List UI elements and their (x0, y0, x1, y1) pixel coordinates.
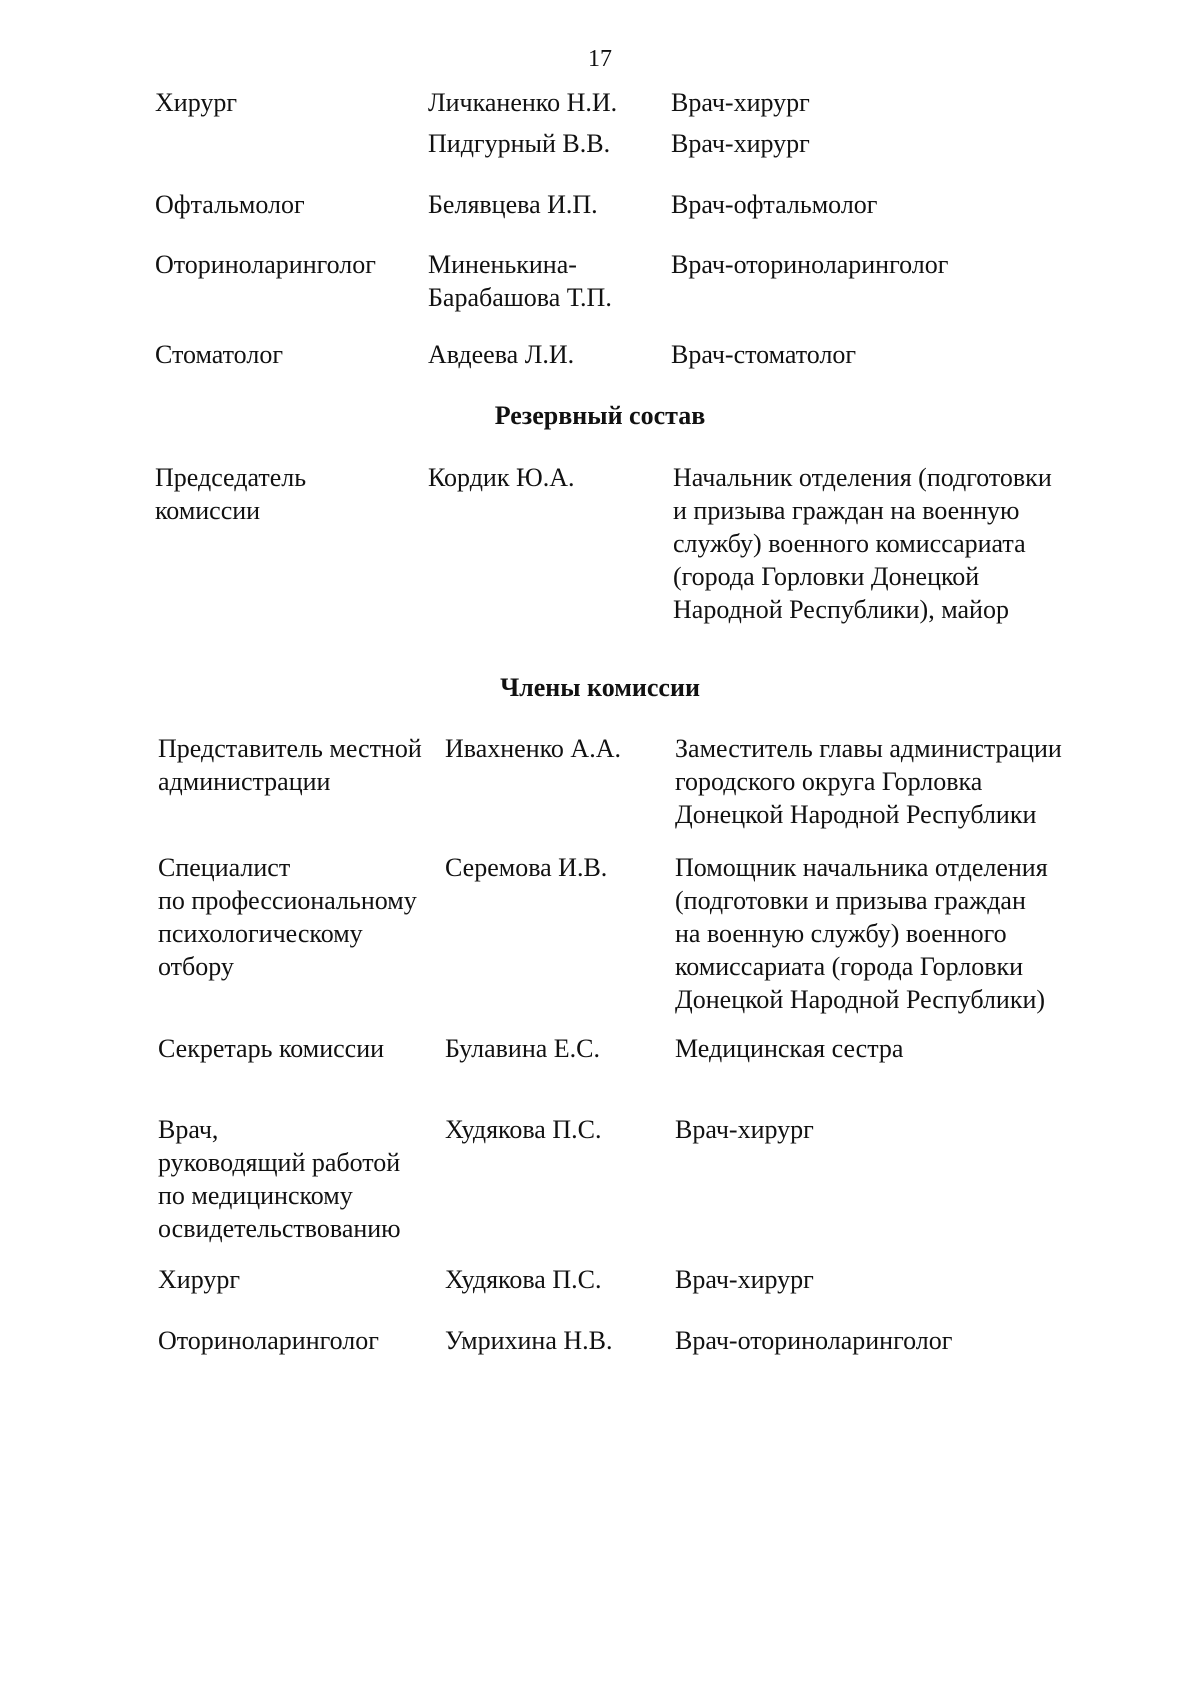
position-cell (675, 1032, 903, 1065)
position-cell (671, 338, 856, 371)
section-heading-reserve: Резервный состав (494, 401, 706, 430)
name-cell (445, 732, 621, 765)
position-cell (675, 851, 1048, 1016)
position-cell (671, 127, 810, 160)
role-line: освидетельствованию (158, 1214, 401, 1243)
name-line: Худякова П.С. (445, 1265, 602, 1294)
name-line: Булавина Е.С. (445, 1034, 601, 1063)
name-cell (428, 188, 598, 221)
name-line: Пидгурный В.В. (428, 129, 611, 158)
name-line: Умрихина Н.В. (445, 1326, 613, 1355)
position-line: комиссариата (города Горловки (675, 952, 1024, 981)
role-line: руководящий работой (158, 1148, 401, 1177)
position-cell (675, 732, 1062, 831)
name-cell (428, 86, 617, 119)
role-line: Хирург (158, 1265, 241, 1294)
position-line: Заместитель главы администрации (675, 734, 1062, 763)
role-line: Секретарь комиссии (158, 1034, 385, 1063)
position-line: Врач-хирург (675, 1265, 814, 1294)
position-line: городского округа Горловка (675, 767, 983, 796)
role-line: Оториноларинголог (155, 250, 376, 279)
position-line: службу) военного комиссариата (673, 529, 1026, 558)
position-line: на военную службу) военного (675, 919, 1007, 948)
section-heading-members: Члены комиссии (500, 673, 700, 702)
position-cell (673, 461, 1052, 626)
role-line: Офтальмолог (155, 190, 305, 219)
role-line: отбору (158, 952, 234, 981)
role-line: по профессиональному (158, 886, 417, 915)
position-cell (675, 1263, 814, 1296)
role-line: Специалист (158, 853, 291, 882)
name-line: Барабашова Т.П. (428, 283, 612, 312)
role-line: психологическому (158, 919, 363, 948)
position-cell (675, 1113, 814, 1146)
role-line: Представитель местной (158, 734, 422, 763)
name-cell (445, 1324, 612, 1357)
position-line: Врач-оториноларинголог (675, 1326, 953, 1355)
role-cell (155, 461, 306, 527)
name-line: Худякова П.С. (445, 1115, 602, 1144)
role-cell (158, 1113, 401, 1245)
position-line: (подготовки и призыва граждан (675, 886, 1026, 915)
role-line: администрации (158, 767, 331, 796)
role-cell (155, 248, 376, 281)
name-cell (428, 248, 612, 314)
name-cell (445, 1032, 600, 1065)
position-line: Донецкой Народной Республики) (675, 985, 1046, 1014)
name-line: Авдеева Л.И. (428, 340, 575, 369)
role-line: Оториноларинголог (158, 1326, 379, 1355)
role-cell (158, 1032, 384, 1065)
role-cell (155, 86, 237, 119)
role-line: Стоматолог (155, 340, 283, 369)
position-cell (671, 188, 877, 221)
name-line: Личканенко Н.И. (428, 88, 618, 117)
position-line: и призыва граждан на военную (673, 496, 1020, 525)
role-cell (155, 338, 283, 371)
position-line: Врач-хирург (675, 1115, 814, 1144)
role-line: Хирург (155, 88, 238, 117)
role-cell (158, 1324, 379, 1357)
position-cell (671, 248, 948, 281)
position-line: Донецкой Народной Республики (675, 800, 1037, 829)
position-line: Врач-хирург (671, 129, 810, 158)
name-line: Белявцева И.П. (428, 190, 598, 219)
role-cell (158, 1263, 240, 1296)
page-number: 17 (588, 46, 612, 72)
name-line: Миненькина- (428, 250, 577, 279)
role-cell (155, 188, 305, 221)
name-cell (445, 1263, 601, 1296)
role-cell (158, 851, 417, 983)
role-line: Председатель (155, 463, 307, 492)
position-line: Врач-стоматолог (671, 340, 857, 369)
name-cell (428, 461, 574, 494)
role-line: комиссии (155, 496, 261, 525)
position-line: (города Горловки Донецкой (673, 562, 980, 591)
position-line: Врач-оториноларинголог (671, 250, 949, 279)
name-cell (428, 127, 610, 160)
position-line: Медицинская сестра (675, 1034, 904, 1063)
name-line: Ивахненко А.А. (445, 734, 621, 763)
position-line: Врач-офтальмолог (671, 190, 878, 219)
name-cell (445, 1113, 601, 1146)
position-line: Врач-хирург (671, 88, 810, 117)
position-line: Начальник отделения (подготовки (673, 463, 1052, 492)
position-cell (675, 1324, 952, 1357)
name-line: Кордик Ю.А. (428, 463, 575, 492)
role-cell (158, 732, 422, 798)
name-line: Серемова И.В. (445, 853, 608, 882)
position-cell (671, 86, 810, 119)
name-cell (428, 338, 574, 371)
role-line: по медицинскому (158, 1181, 353, 1210)
position-line: Народной Республики), майор (673, 595, 1009, 624)
position-line: Помощник начальника отделения (675, 853, 1048, 882)
name-cell (445, 851, 607, 884)
role-line: Врач, (158, 1115, 219, 1144)
